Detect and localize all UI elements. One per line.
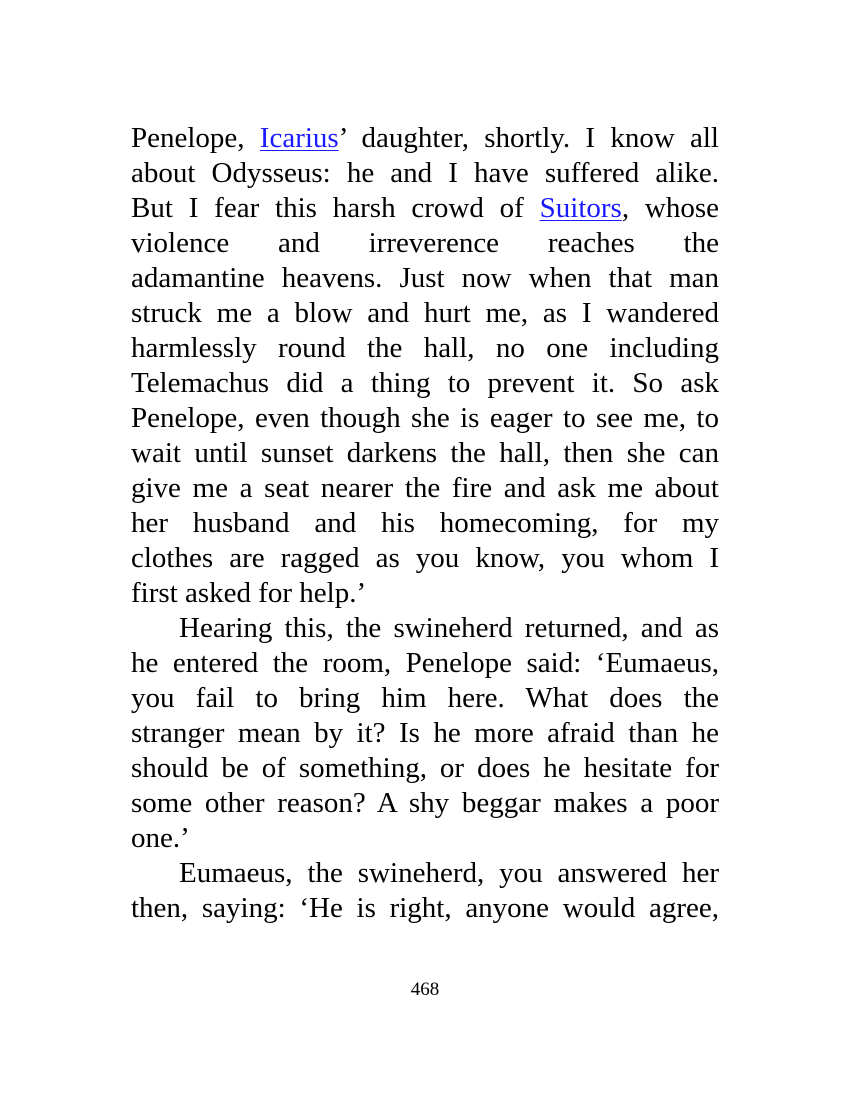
text-line: wait until sunset darkens the hall, then she can [131, 437, 719, 469]
text-line: first asked for help.’ [131, 577, 367, 609]
text-line: But I fear this harsh crowd of Suitors, whose [131, 192, 719, 224]
icarius-link[interactable]: Icarius [259, 122, 339, 154]
paragraph-start: Eumaeus, the swineherd, you answered her [179, 857, 719, 889]
text-line: then, saying: ‘He is right, anyone would agree, [131, 892, 719, 924]
text-line: Penelope, even though she is eager to see me, to [131, 402, 719, 434]
text-line: adamantine heavens. Just now when that man [131, 262, 719, 294]
text-line: some other reason? A shy beggar makes a poor [131, 787, 719, 819]
text-line: harmlessly round the hall, no one including [131, 332, 719, 364]
body-text [131, 121, 719, 926]
text-line: about Odysseus: he and I have suffered alike. [131, 157, 719, 189]
page-number: 468 [410, 979, 440, 1000]
paragraph-start: Hearing this, the swineherd returned, and as [179, 612, 719, 644]
text-line: Penelope, Icarius’ daughter, shortly. I know all [131, 122, 719, 154]
suitors-link[interactable]: Suitors [539, 192, 622, 224]
text-line: her husband and his homecoming, for my [131, 507, 719, 539]
text-line: struck me a blow and hurt me, as I wandered [131, 297, 719, 329]
text-line: he entered the room, Penelope said: ‘Eumaeus, [131, 647, 719, 679]
text-line: should be of something, or does he hesitate for [131, 752, 719, 784]
text-line: violence and irreverence reaches the [131, 227, 719, 259]
text-line: you fail to bring him here. What does the [131, 682, 719, 714]
text-line: one.’ [131, 822, 190, 854]
text-line: clothes are ragged as you know, you whom I [131, 542, 719, 574]
text-line: stranger mean by it? Is he more afraid than he [131, 717, 719, 749]
text-line: Telemachus did a thing to prevent it. So ask [131, 367, 719, 399]
text-line: give me a seat nearer the fire and ask me about [131, 472, 719, 504]
